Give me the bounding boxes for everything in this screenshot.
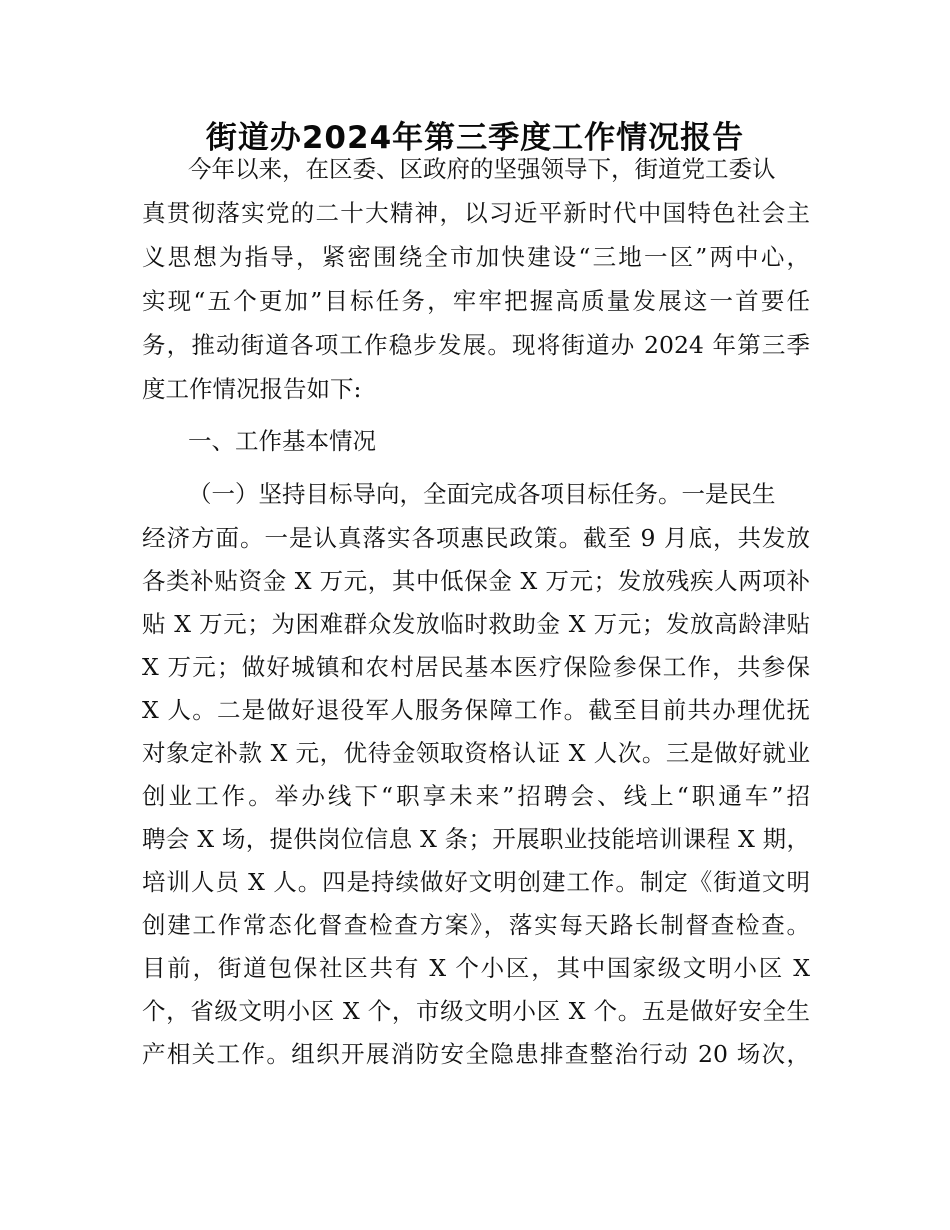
paragraph-line: 对象定补款 X 元，优待金领取资格认证 X 人次。三是做好就业	[142, 739, 810, 767]
paragraph-line: X 人。二是做好退役军人服务保障工作。截至目前共办理优抚	[142, 696, 810, 724]
paragraph-line: 义思想为指导，紧密围绕全市加快建设“三地一区”两中心，	[142, 243, 810, 271]
paragraph-line: 目前，街道包保社区共有 X 个小区，其中国家级文明小区 X	[142, 954, 810, 982]
document-title: 街道办2024年第三季度工作情况报告	[205, 120, 745, 156]
paragraph-line: 务，推动街道各项工作稳步发展。现将街道办 2024 年第三季	[142, 331, 810, 359]
paragraph-line: 经济方面。一是认真落实各项惠民政策。截至 9 月底，共发放	[142, 524, 810, 552]
paragraph-line: 真贯彻落实党的二十大精神，以习近平新时代中国特色社会主	[142, 199, 810, 227]
paragraph-line: 个，省级文明小区 X 个，市级文明小区 X 个。五是做好安全生	[142, 997, 810, 1025]
section-heading: 一、工作基本情况	[188, 427, 376, 455]
paragraph-line: 产相关工作。组织开展消防安全隐患排查整治行动 20 场次，	[142, 1040, 810, 1068]
paragraph-line: X 万元；做好城镇和农村居民基本医疗保险参保工作，共参保	[142, 653, 810, 681]
paragraph-line: 度工作情况报告如下:	[142, 375, 362, 403]
paragraph-line: 今年以来，在区委、区政府的坚强领导下，街道党工委认	[188, 155, 776, 183]
paragraph-line: 各类补贴资金 X 万元，其中低保金 X 万元；发放残疾人两项补	[142, 567, 810, 595]
paragraph-line: 实现“五个更加”目标任务，牢牢把握高质量发展这一首要任	[142, 287, 810, 315]
paragraph-line: （一）坚持目标导向，全面完成各项目标任务。一是民生	[188, 480, 776, 508]
paragraph-line: 创业工作。举办线下“职享未来”招聘会、线上“职通车”招	[142, 782, 810, 810]
paragraph-line: 聘会 X 场，提供岗位信息 X 条；开展职业技能培训课程 X 期，	[142, 825, 810, 853]
paragraph-line: 培训人员 X 人。四是持续做好文明创建工作。制定《街道文明	[142, 868, 810, 896]
paragraph-line: 创建工作常态化督查检查方案》，落实每天路长制督查检查。	[142, 911, 810, 939]
paragraph-line: 贴 X 万元；为困难群众发放临时救助金 X 万元；发放高龄津贴	[142, 610, 810, 638]
